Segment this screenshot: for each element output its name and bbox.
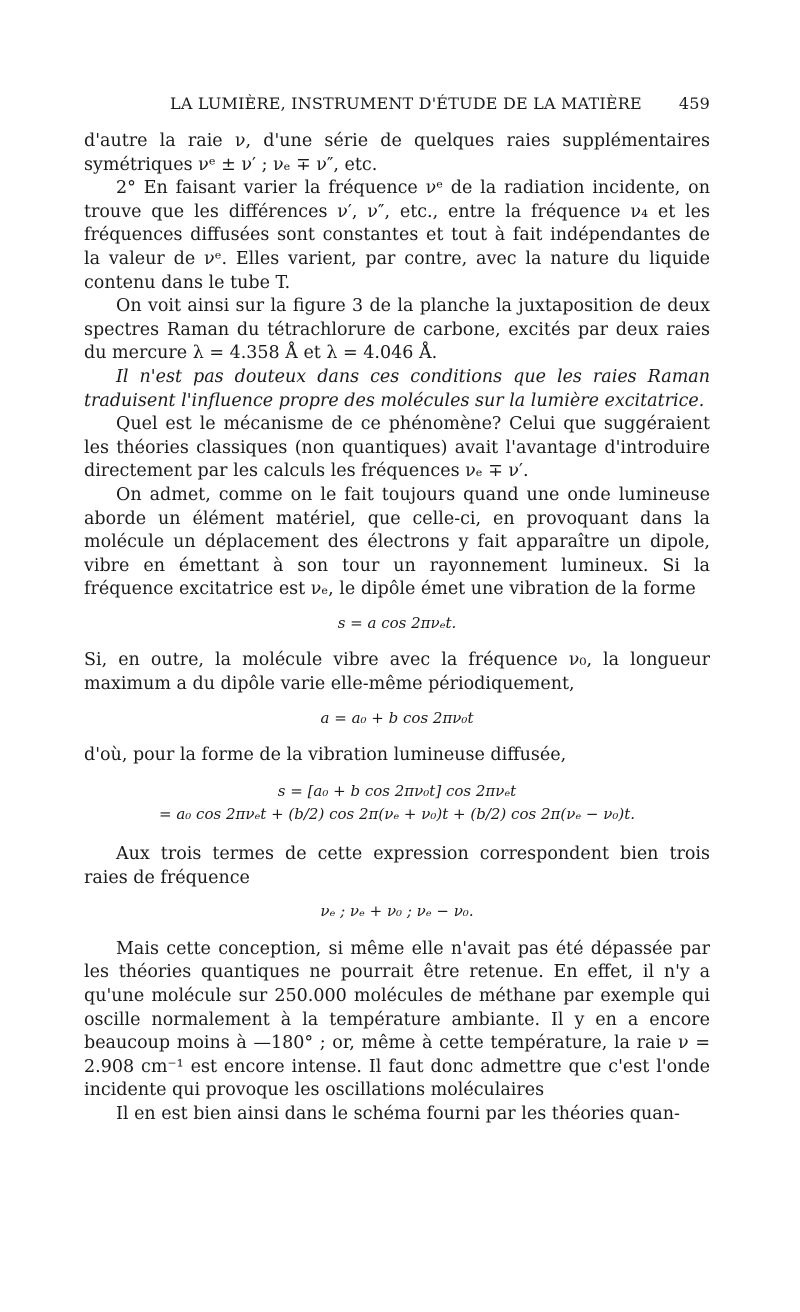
formula-frequencies: νₑ ; νₑ + ν₀ ; νₑ − ν₀. bbox=[320, 902, 474, 921]
paragraph: d'où, pour la forme de la vibration lumineuse diffusée, bbox=[84, 745, 567, 766]
paragraph: Si, en outre, la molécule vibre avec la fréquence ν₀, la longueur maximum a du dipôle varie elle-même périodiquement, bbox=[84, 650, 710, 695]
paragraph: Il en est bien ainsi dans le schéma fourni par les théories quan- bbox=[116, 1103, 680, 1124]
formula-dipole-length: a = a₀ + b cos 2πν₀t bbox=[320, 708, 474, 727]
paragraph: Mais cette conception, si même elle n'avait pas été dépassée par les théories quantiques ne pourrait être retenue. En effet, il n'y a qu'une molécule sur 250.000 molécules de méthane par exemple qui oscille normalement à la température ambiante. Il y en a encore beaucoup moins à —180° ; or, même à cette température, la raie ν = 2.908 cm⁻¹ est encore intense. Il faut donc admettre que c'est l'onde incidente qui provoque les oscillations moléculaires bbox=[84, 938, 710, 1101]
paragraph: On admet, comme on le fait toujours quand une onde lumineuse aborde un élément matériel, que celle-ci, en provoquant dans la molécule un déplacement des électrons y fait apparaître un dipole, vibre en émettant à son tour un rayonnement lumineux. Si la fréquence excitatrice est νₑ, le dipôle émet une vibration de la forme bbox=[84, 484, 710, 600]
paragraph: Aux trois termes de cette expression correspondent bien trois raies de fréquence bbox=[84, 844, 710, 888]
formula-diffused-vibration bbox=[84, 780, 710, 827]
formula-line: = a₀ cos 2πνₑt + (b/2) cos 2π(νₑ + ν₀)t + (b/2) cos 2π(νₑ − ν₀)t. bbox=[158, 805, 636, 824]
paragraph: 2° En faisant varier la fréquence νᵉ de la radiation incidente, on trouve que les différences ν′, ν″, etc., entre la fréquence ν₄ et les fréquences diffusées sont constantes et tout à fait indépendantes de la valeur de νᵉ. Elles varient, par contre, avec la nature du liquide contenu dans le tube T. bbox=[84, 178, 710, 293]
page-number: 459 bbox=[678, 94, 710, 113]
formula-dipole-vibration: s = a cos 2πνₑt. bbox=[337, 613, 457, 632]
formula-line: s = [a₀ + b cos 2πν₀t] cos 2πνₑt bbox=[277, 781, 517, 800]
running-title: LA LUMIÈRE, INSTRUMENT D'ÉTUDE DE LA MATIÈRE bbox=[170, 94, 642, 113]
paragraph: On voit ainsi sur la figure 3 de la planche la juxtaposition de deux spectres Raman du tétrachlorure de carbone, excités par deux raies du mercure λ = 4.358 Å et λ = 4.046 Å. bbox=[84, 296, 710, 364]
body-text bbox=[84, 130, 710, 1127]
paragraph-emphasis: Il n'est pas douteux dans ces conditions que les raies Raman traduisent l'influence propre des molécules sur la lumière excitatrice. bbox=[84, 366, 710, 411]
paragraph: Quel est le mécanisme de ce phénomène? Celui que suggéraient les théories classiques (non quantiques) avait l'avantage d'introduire directement par les calculs les fréquences νₑ ∓ ν′. bbox=[84, 414, 710, 482]
paragraph: d'autre la raie ν, d'une série de quelques raies supplémentaires symétriques νᵉ ± ν′ ; νₑ ∓ ν″, etc. bbox=[84, 131, 710, 175]
running-header bbox=[170, 94, 710, 118]
